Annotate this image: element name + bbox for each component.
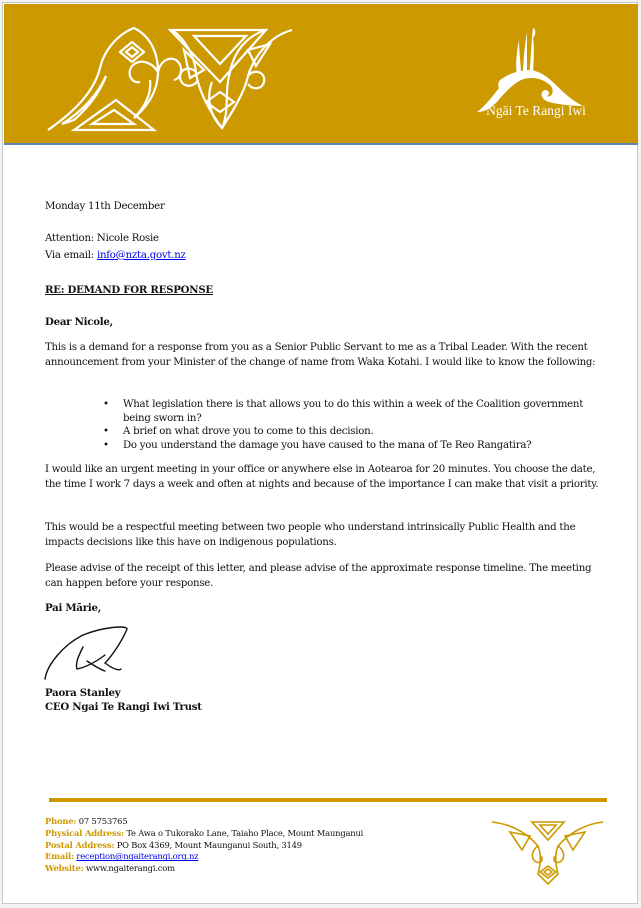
postal-address-row bbox=[45, 840, 363, 852]
phone-row bbox=[45, 816, 363, 828]
koru-pattern-icon bbox=[34, 22, 294, 134]
org-name: Ngāi Te Rangi Iwi bbox=[486, 103, 586, 118]
physical-address-value: Te Awa o Tukorako Lane, Taiaho Place, Mount Maunganui bbox=[123, 827, 364, 838]
website-value: www.ngaiterangi.com bbox=[83, 863, 175, 874]
paragraph-1: This is a demand for a response from you as a Senior Public Servant to me as a Tribal Leader. With the recent announcement from your Minister of the change of name from Waka Kotahi. I would like to know the following: bbox=[45, 342, 596, 368]
footer-koru-emblem-icon bbox=[490, 820, 605, 888]
signer-title: CEO Ngai Te Rangi Iwi Trust bbox=[45, 701, 202, 713]
paragraph-4: Please advise of the receipt of this letter, and please advise of the approximate response timeline. The meeting can happen before your response. bbox=[45, 563, 592, 589]
attention-line: Attention: Nicole Rosie bbox=[45, 233, 159, 244]
contact-footer bbox=[45, 816, 363, 875]
email-row bbox=[45, 851, 363, 863]
website-label: Website: bbox=[45, 863, 84, 874]
salutation: Dear Nicole, bbox=[45, 316, 113, 328]
via-email-line bbox=[45, 248, 186, 263]
postal-address-value: PO Box 4369, Mount Maunganui South, 3149 bbox=[114, 839, 302, 850]
email-label: Email: bbox=[45, 851, 74, 862]
physical-address-row bbox=[45, 828, 363, 840]
paragraph-2: I would like an urgent meeting in your office or anywhere else in Aotearoa for 20 minutes. You choose the date, the time I work 7 days a week and often at nights and because of the importance I can make that visit a priority. bbox=[45, 464, 599, 490]
signature-icon bbox=[43, 625, 133, 685]
website-row bbox=[45, 863, 363, 875]
footer-email-link[interactable]: reception@ngaiterangi.org.nz bbox=[76, 851, 199, 862]
list-item: • A brief on what drove you to come to this decision. bbox=[101, 425, 611, 439]
letter-page bbox=[2, 2, 638, 904]
signer-name: Paora Stanley bbox=[45, 687, 121, 699]
paragraph-3: This would be a respectful meeting between two people who understand intrinsically Public Health and the impacts decisions like this have on indigenous populations. bbox=[45, 522, 576, 548]
list-item: • What legislation there is that allows you to do this within a week of the Coalition government being sworn in? bbox=[101, 398, 611, 425]
phone-value: 07 5753765 bbox=[76, 816, 128, 826]
postal-address-label: Postal Address: bbox=[45, 839, 115, 850]
physical-address-label: Physical Address: bbox=[45, 827, 124, 838]
letter-date: Monday 11th December bbox=[45, 201, 165, 212]
subject-line: RE: DEMAND FOR RESPONSE bbox=[45, 284, 213, 296]
closing: Pai Mārie, bbox=[45, 602, 102, 614]
list-item: • Do you understand the damage you have caused to the mana of Te Reo Rangatira? bbox=[101, 439, 611, 453]
letterhead-banner bbox=[4, 4, 638, 145]
phone-label: Phone: bbox=[45, 816, 77, 826]
recipient-email-link[interactable]: info@nzta.govt.nz bbox=[96, 250, 186, 261]
questions-list bbox=[101, 398, 611, 452]
via-email-label: Via email: bbox=[45, 250, 97, 261]
footer-divider bbox=[49, 798, 607, 802]
